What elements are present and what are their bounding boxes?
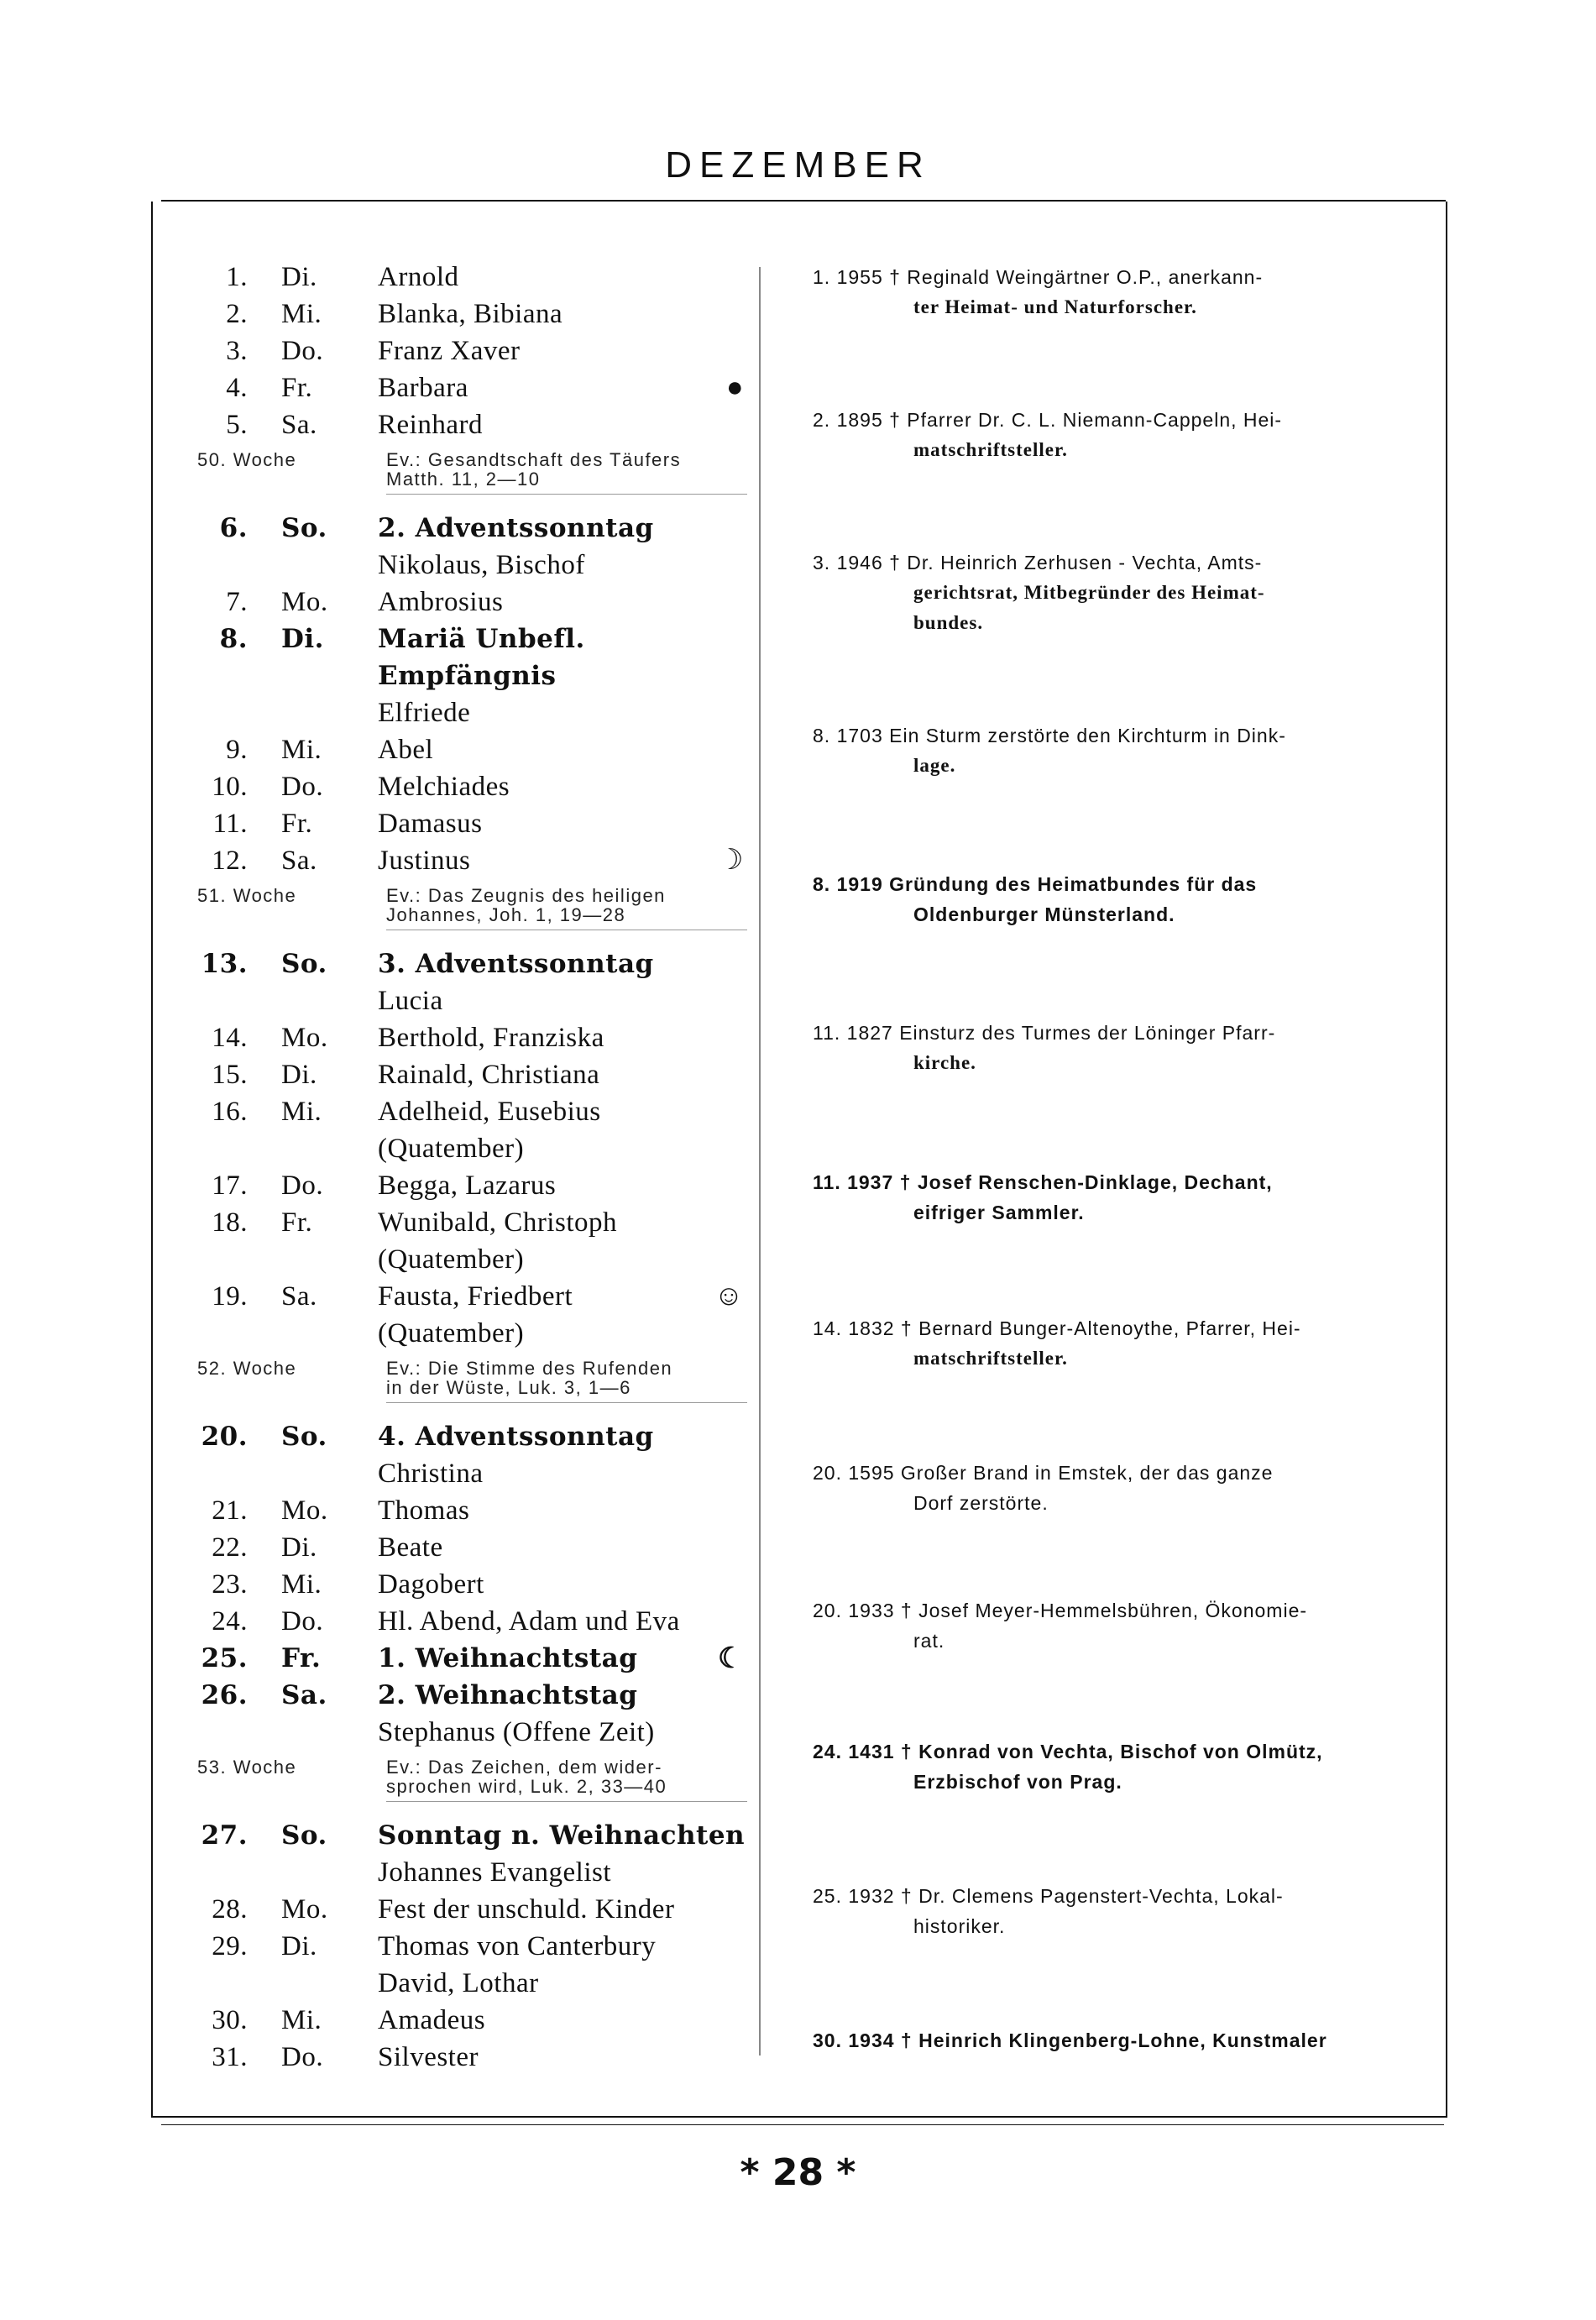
day-row: 19. Sa. Fausta, Friedbert ☺ (193, 1278, 747, 1315)
day-row: 23. Mi. Dagobert (212, 1569, 484, 1600)
event-entry: 25. 1932 † Dr. Clemens Pagenstert-Vechta, Lokal- historiker. (813, 1885, 1284, 1937)
event-entry: 14. 1832 † Bernard Bunger-Altenoythe, Pfarrer, Hei- matschriftsteller. (813, 1317, 1301, 1369)
day-row: 17. Do. Begga, Lazarus (212, 1170, 557, 1201)
day-row: 6. So. 2. Adventssonntag (219, 513, 654, 543)
event-entry: 8. 1919 Gründung des Heimatbundes für das Oldenburger Münsterland. (813, 873, 1258, 925)
week-gospel: 51. Woche Ev.: Das Zeugnis des heiligen Johannes, Joh. 1, 19—28 (193, 886, 747, 930)
day-row: 12. Sa. Justinus ☽ (193, 842, 747, 879)
day-subline: Johannes Evangelist (378, 1857, 612, 1888)
day-row: 18. Fr. Wunibald, Christoph (212, 1207, 617, 1238)
day-row: 8. Di. Mariä Unbefl. Empfängnis (219, 624, 585, 691)
event-entry: 1. 1955 † Reginald Weingärtner O.P., anerkann- ter Heimat- und Naturforscher. (813, 266, 1264, 317)
day-subline: (Quatember) (378, 1318, 525, 1349)
day-row: 11. Fr. Damasus (212, 809, 483, 839)
event-entry: 20. 1595 Großer Brand in Emstek, der das ganze Dorf zerstörte. (813, 1462, 1274, 1514)
day-row: 28. Mo. Fest der unschuld. Kinder (212, 1894, 675, 1925)
page-title: DEZEMBER (665, 144, 931, 186)
week-gospel: 50. Woche Ev.: Gesandtschaft des Täufers Matth. 11, 2—10 (193, 450, 747, 495)
day-row: 13. So. 3. Adventssonntag (201, 949, 654, 979)
event-entry: 11. 1827 Einsturz des Turmes der Löninger Pfarr- kirche. (813, 1022, 1276, 1073)
day-row: 20. So. 4. Adventssonntag (201, 1422, 654, 1452)
day-row: 3. Do. Franz Xaver (226, 336, 521, 366)
event-entry: 24. 1431 † Konrad von Vechta, Bischof von Olmütz, Erzbischof von Prag. (813, 1741, 1323, 1793)
day-row: 31. Do. Silvester (212, 2042, 479, 2072)
last-quarter-moon-icon: ☾ (718, 1642, 744, 1675)
week-gospel: 53. Woche Ev.: Das Zeichen, dem wider- sprochen wird, Luk. 2, 33—40 (193, 1757, 747, 1802)
day-subline: Elfriede (378, 698, 471, 728)
day-row: 30. Mi. Amadeus (212, 2005, 486, 2035)
event-entry: 3. 1946 † Dr. Heinrich Zerhusen - Vechta, Amts- gerichtsrat, Mitbegründer des Heimat- bundes. (813, 552, 1265, 633)
day-row: 10. Do. Melchiades (212, 772, 510, 802)
day-row: 7. Mo. Ambrosius (226, 587, 504, 617)
day-row: 25. Fr. 1. Weihnachtstag ☾ (201, 1642, 744, 1675)
day-row: 16. Mi. Adelheid, Eusebius (212, 1097, 601, 1127)
day-row: 5. Sa. Reinhard (226, 410, 483, 440)
day-row: 9. Mi. Abel (226, 735, 434, 765)
calendar-column (193, 259, 747, 2076)
day-subline: Lucia (378, 986, 443, 1016)
day-row: 4. Fr. Barbara ● (193, 369, 747, 406)
event-entry: 30. 1934 † Heinrich Klingenberg-Lohne, Kunstmaler (813, 2029, 1327, 2051)
event-entry: 11. 1937 † Josef Renschen-Dinklage, Dechant, eifriger Sammler. (813, 1171, 1273, 1223)
new-moon-icon: ● (725, 372, 744, 403)
day-subline: (Quatember) (378, 1244, 525, 1275)
event-entry: 2. 1895 † Pfarrer Dr. C. L. Niemann-Cappeln, Hei- matschriftsteller. (813, 409, 1283, 460)
day-row: 1. Di. Arnold (226, 262, 459, 292)
event-entry: 8. 1703 Ein Sturm zerstörte den Kirchturm in Dink- lage. (813, 725, 1286, 776)
day-row: 24. Do. Hl. Abend, Adam und Eva (212, 1606, 680, 1637)
page-number: * 28 * (740, 2151, 856, 2194)
column-divider (759, 267, 761, 2056)
day-row: 14. Mo. Berthold, Franziska (212, 1023, 604, 1053)
full-moon-icon: ☺ (714, 1280, 744, 1312)
event-entry: 20. 1933 † Josef Meyer-Hemmelsbühren, Ökonomie- rat. (813, 1600, 1308, 1652)
day-subline: (Quatember) (378, 1134, 525, 1164)
day-subline: Stephanus (Offene Zeit) (378, 1717, 655, 1747)
day-row: 29. Di. Thomas von Canterbury (212, 1931, 657, 1961)
day-row: 15. Di. Rainald, Christiana (212, 1060, 600, 1090)
day-row: 2. Mi. Blanka, Bibiana (226, 299, 563, 329)
day-subline: Christina (378, 1459, 484, 1489)
day-subline: David, Lothar (378, 1968, 539, 1998)
bottom-rule (161, 2124, 1444, 2125)
day-row: 22. Di. Beate (212, 1532, 443, 1563)
week-gospel: 52. Woche Ev.: Die Stimme des Rufenden in der Wüste, Luk. 3, 1—6 (193, 1359, 747, 1403)
day-row: 27. So. Sonntag n. Weihnachten (201, 1820, 746, 1851)
day-row: 26. Sa. 2. Weihnachtstag (201, 1680, 638, 1710)
day-row: 21. Mo. Thomas (212, 1495, 470, 1526)
day-subline: Nikolaus, Bischof (378, 550, 585, 580)
first-quarter-moon-icon: ☽ (718, 845, 744, 876)
